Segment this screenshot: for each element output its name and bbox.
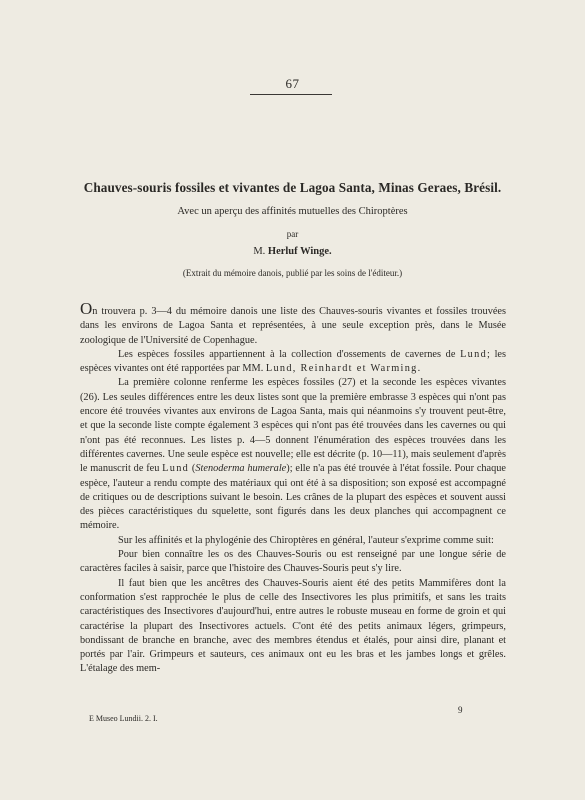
name-lund: Lund xyxy=(460,348,488,360)
signature-left: E Museo Lundii. 2. I. xyxy=(89,714,158,723)
paragraph-3-text-a: La première colonne renferme les espèces fossiles (27) et la seconde les espèces vivantes (26). Les seules différences entre les deux listes sont que la première embrasse 3 espèces qui n'ont pas encore été trouvées vivantes aux environs de Lagoa Santa, mais qui néanmoins s'y trouvent peut-être, et que la seconde liste compte également 3 espèces qui n'ont pas été trouvées dans les cavernes ou qui n'ont pas été reconnues. Les listes p. 4—5 donnent l'énumération des espèces trouvées dans les différentes cavernes. Une seule espèce est nouvelle; elle est décrite (p. 10—11), mais seulement d'après le manuscrit de feu xyxy=(80,377,506,475)
signature-right: 9 xyxy=(458,705,463,715)
article-title: Chauves-souris fossiles et vivantes de Lagoa Santa, Minas Geraes, Brésil. xyxy=(83,180,502,195)
page-number-rule xyxy=(250,94,332,95)
paragraph-6: Il faut bien que les ancêtres des Chauves-Souris aient été des petits Mammifères dont la conformation s'est rapprochée le plus de celle des Insectivores les plus primitifs, et sans les traits caractéristiques des Insectivores d'aujourd'hui, entre autres le robuste museau en forme de groin et qui caractérise la plupart des Insectivores actuels. C'ont été des petits animaux légers, grimpeurs, bondissant de branche en branche, avec des membres étendus et étalés, pour ainsi dire, planant et portés par l'air. Grimpeurs et sauteurs, ces animaux ont eu les bras et les jambes longs et grêles. L'étalage des mem- xyxy=(80,577,506,675)
author-name: Herluf Winge. xyxy=(267,246,332,257)
paragraph-3 xyxy=(80,376,506,533)
body-text xyxy=(80,299,507,677)
paren-open: ( xyxy=(189,463,196,475)
paragraph-2-text-a: Les espèces fossiles appartiennent à la collection d'ossements de cavernes de xyxy=(118,348,461,360)
by-line: par xyxy=(286,229,299,239)
author-prefix: M. xyxy=(253,246,268,257)
paragraph-4: Sur les affinités et la phylogénie des Chiroptères en général, l'auteur s'exprime comme suit: xyxy=(118,534,494,546)
article-subtitle: Avec un aperçu des affinités mutuelles des Chiroptères xyxy=(177,206,408,217)
species-name: Stenoderma humerale xyxy=(195,463,287,475)
paragraph-2-text-b: ; les espèces vivantes ont été rapportées par MM. xyxy=(80,348,507,375)
paragraph-2 xyxy=(80,348,506,377)
author-line xyxy=(80,246,505,257)
paragraph-5: Pour bien connaître les os des Chauves-Souris ou est renseigné par une longue série de caractères faciles à saisir, parce que l'histoire des Chauves-Souris peut s'y lire. xyxy=(80,549,506,575)
paragraph-3-text-b: ); elle n'a pas été trouvée à l'état fossile. Pour chaque espèce, l'auteur a rendu compte des matériaux qui ont été à sa disposition; son exposé est accompagné de critiques ou de descriptions suivant le besoin. Les crânes de la plupart des espèces et souvent aussi des pièces caractéristiques du squelette, sont figurés dans les deux planches qui accompagnent ce mémoire. xyxy=(80,463,506,532)
editor-note: (Extrait du mémoire danois, publié par les soins de l'éditeur.) xyxy=(182,268,403,278)
paragraph-1-text: n trouvera p. 3—4 du mémoire danois une liste des Chauves-souris vivantes et fossiles trouvées dans les environs de Lagoa Santa et représentées, à une seule exception près, dans le Musée zoologique de l'Université de Copenhague. xyxy=(80,306,506,346)
drop-cap: O xyxy=(80,299,93,318)
paragraph-1 xyxy=(80,299,506,348)
collector-names: Lund, Reinhardt et Warming. xyxy=(265,363,422,375)
name-lund-2: Lund xyxy=(162,463,190,475)
page-number: 67 xyxy=(285,76,300,91)
